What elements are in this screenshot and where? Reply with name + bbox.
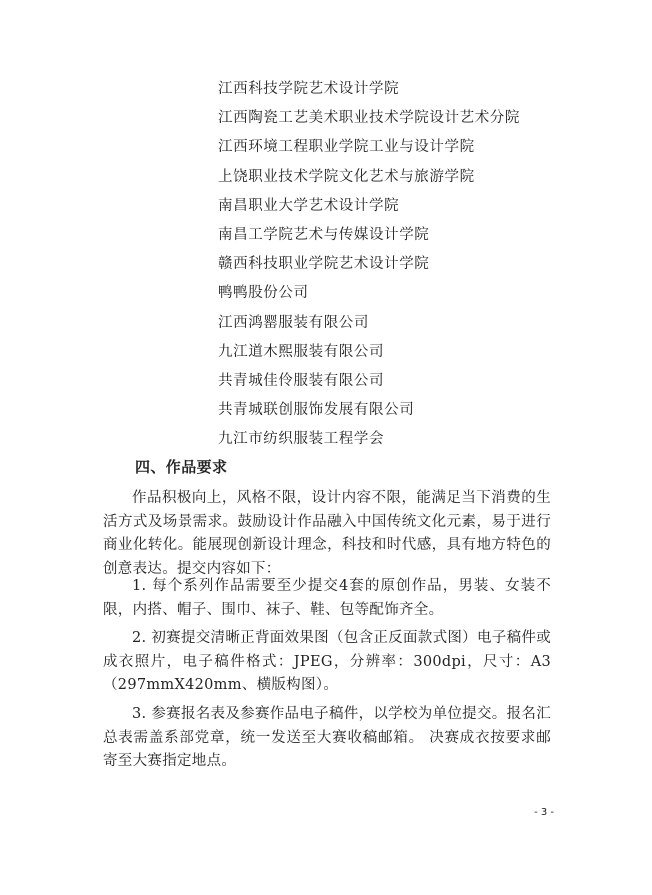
requirement-item-3: 3. 参赛报名表及参赛作品电子稿件，以学校为单位提交。报名汇总表需盖系部党章，统一发送至大赛收稿邮箱。 决赛成衣按要求邮寄至大赛指定地点。 <box>103 706 551 769</box>
list-item: 江西科技学院艺术设计学院 <box>218 81 400 97</box>
section-heading: 四、作品要求 <box>135 458 228 476</box>
list-item: 江西鸿罂服装有限公司 <box>218 314 369 331</box>
list-item: 江西陶瓷工艺美术职业技术学院设计艺术分院 <box>218 110 520 127</box>
list-item: 九江市纺织服装工程学会 <box>218 431 385 448</box>
list-item: 共青城联创服饰发展有限公司 <box>218 402 415 419</box>
intro-paragraph: 作品积极向上，风格不限，设计内容不限，能满足当下消费的生活方式及场景需求。鼓励设计作品融入中国传统文化元素，易于进行商业化转化。能展现创新设计理念，科技和时代感，具有地方特色的创意表达。提交内容如下： <box>103 490 551 577</box>
requirement-item-2: 2. 初赛提交清晰正背面效果图（包含正反面款式图）电子稿件或成衣照片，电子稿件格式：JPEG，分辨率：300dpi，尺寸：A3（297mmX420mm、横版构图）。 <box>103 630 551 693</box>
organization-list <box>218 75 520 454</box>
list-item: 赣西科技职业学院艺术设计学院 <box>218 256 430 273</box>
list-item: 南昌职业大学艺术设计学院 <box>218 197 400 214</box>
list-item: 九江道木熙服装有限公司 <box>218 343 385 360</box>
requirement-item-1: 1. 每个系列作品需要至少提交4套的原创作品，男装、女装不限，内搭、帽子、围巾、袜子、鞋、包等配饰齐全。 <box>103 578 551 618</box>
list-item: 江西环境工程职业学院工业与设计学院 <box>218 139 475 156</box>
list-item: 鸭鸭股份公司 <box>218 285 309 302</box>
list-item: 南昌工学院艺术与传媒设计学院 <box>218 226 430 243</box>
list-item: 上饶职业技术学院文化艺术与旅游学院 <box>218 168 475 185</box>
page-number: - 3 - <box>534 807 554 818</box>
list-item: 共青城佳伶服装有限公司 <box>218 372 385 389</box>
